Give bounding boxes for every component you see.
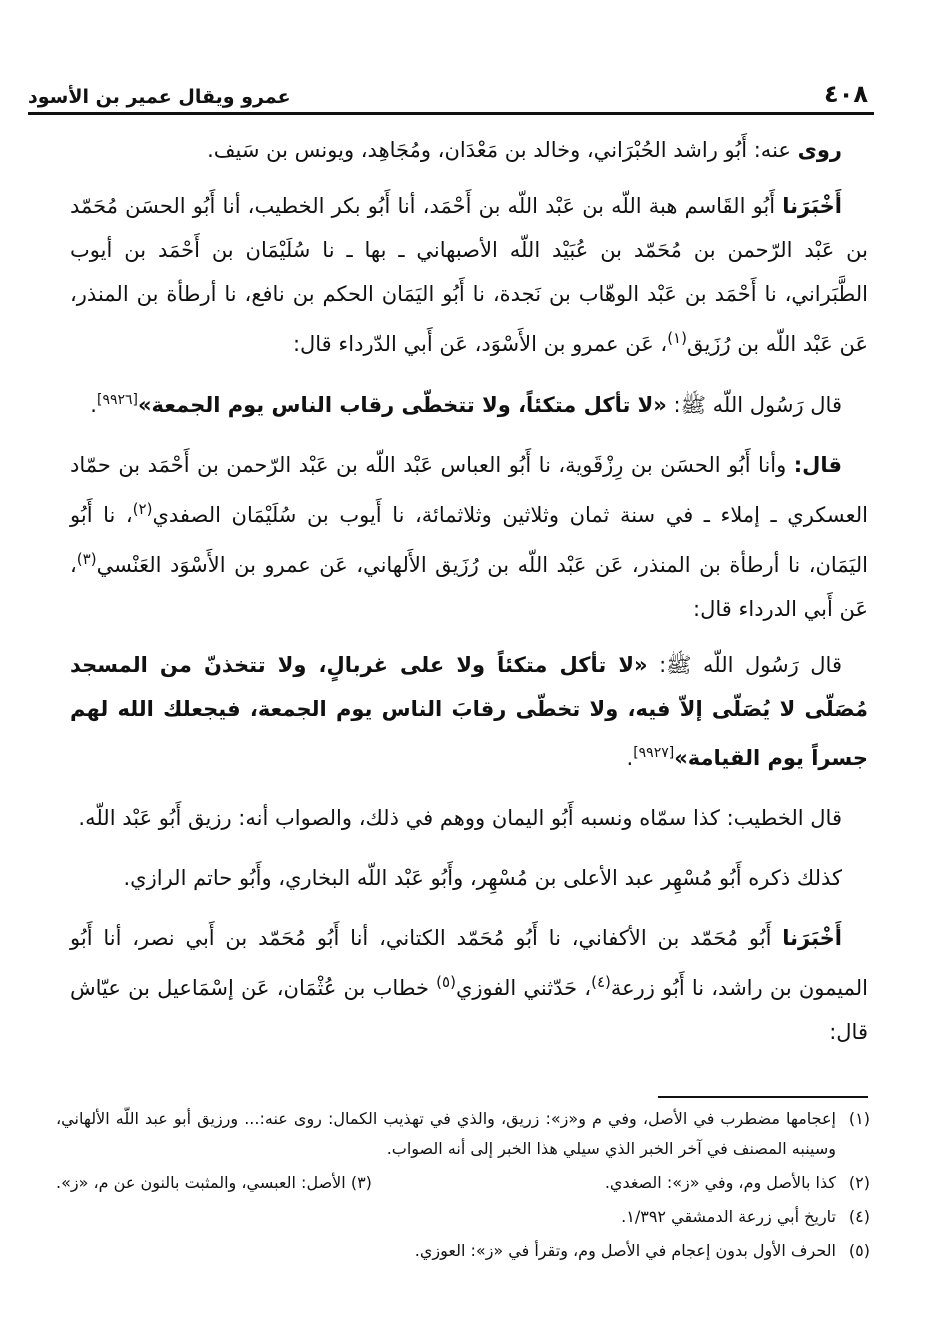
paragraph-text: ، عَن عمرو بن الأَسْوَد، عَن أَبي الدّرداء قال: xyxy=(292,332,668,356)
paragraph-lead: روى xyxy=(797,138,842,162)
footnotes xyxy=(56,1104,870,1270)
footnote-marker: (٢) xyxy=(132,500,153,518)
footnote-pair xyxy=(56,1168,836,1198)
paragraph-isnad-1 xyxy=(70,184,868,366)
paragraph-text: ، حَدّثني الفوزي xyxy=(455,976,592,1000)
paragraph-text: وأنا أَبُو الحسَن بن رِزْقَوية، نا أَبُو العباس عَبْد اللّه بن عَبْد الرّحمن بن أَحْمَد بن حمّاد العسكري ـ إملاء ـ في سنة ثمان وثلاثين وثلاثمائة، نا أَيوب بن سُلَيْمَان الصفدي xyxy=(70,453,868,527)
paragraph-text: خطاب بن عُثْمَان، عَن إسْمَاعيل بن عيّاش قال: xyxy=(70,976,868,1044)
footnote-item xyxy=(56,1202,870,1232)
paragraph-text: كذلك ذكره أَبُو مُسْهِر عبد الأعلى بن مُسْهِر، وأَبُو عَبْد اللّه البخاري، وأَبُو حاتم الرازي. xyxy=(123,866,842,890)
footnote-marker: (٤) xyxy=(591,973,611,991)
paragraph-hadith-2 xyxy=(70,643,868,780)
footnote-item xyxy=(56,1104,870,1164)
hadith-number: [٩٩٢٦] xyxy=(96,392,138,408)
hadith-number: [٩٩٢٧] xyxy=(633,745,675,761)
paragraph-text: أَبُو القَاسم هبة اللّه بن عَبْد اللّه بن أَحْمَد، أنا أَبُو بكر الخطيب، أنا أَبُو الحسَن مُحَمّد بن عَبْد الرّحمن بن مُحَمّد بن عُبَيْد اللّه الأصبهاني ـ بها ـ نا سُلَيْمَان بن أَحْمَد بن أيوب الطَّبَراني، نا أَحْمَد بن عَبْد الوهّاب بن نَجدة، نا أَبُو اليَمَان الحكم بن نافع، نا أرطأة بن المنذر، عَن عَبْد اللّه بن رُزَيق xyxy=(70,194,868,356)
paragraph-lead: أَخْبَرَنا xyxy=(782,194,842,218)
hadith-intro: قال رَسُول اللّه ﷺ: xyxy=(666,393,842,417)
footnote-marker: (٥) xyxy=(436,973,456,991)
footnote-number: (٣) xyxy=(350,1173,372,1192)
paragraph-end: . xyxy=(626,746,634,770)
footnote-text: إعجامها مضطرب في الأصل، وفي م و«ز»: زريق، والذي في تهذيب الكمال: روى عنه:... ورزيق أبو عبد اللّه الألهاني، وسينبه المصنف في آخر الخبر الذي سيلي هذا الخبر إلى أنه الصواب. xyxy=(56,1109,836,1158)
footnote-inline xyxy=(56,1168,372,1198)
footnote-number: (٤) xyxy=(848,1207,870,1226)
main-text xyxy=(70,128,868,1070)
footnote-text: الأصل: العبسي، والمثبت بالنون عن م، «ز». xyxy=(56,1173,346,1192)
page-number: ٤٠٨ xyxy=(824,80,868,108)
paragraph-text: عنه: أَبُو راشد الحُبْرَاني، وخالد بن مَعْدَان، ومُجَاهِد، ويونس بن سَيف. xyxy=(207,138,798,162)
footnote-item xyxy=(56,1236,870,1266)
footnote-marker: (١) xyxy=(667,329,687,347)
footnote-text: كذا بالأصل وم، وفي «ز»: الصغدي. xyxy=(604,1173,836,1192)
footnote-marker: (٣) xyxy=(76,550,97,568)
footnote-separator xyxy=(658,1096,868,1098)
paragraph-also-mentioned xyxy=(70,856,868,900)
paragraph-text: قال الخطيب: كذا سمّاه ونسبه أَبُو اليمان ووهم في ذلك، والصواب أنه: رزيق أَبُو عَبْد اللّه. xyxy=(78,806,842,830)
paragraph-hadith-1 xyxy=(70,378,868,427)
footnote-item xyxy=(56,1168,870,1198)
paragraph-text: ، نا أَبُو اليَمَان، نا أرطأة بن المنذر، عَن عَبْد اللّه بن رُزَيق الأَلهاني، عَن عمرو بن الأَسْوَد العَنْسي xyxy=(70,503,868,577)
hadith-text: «لا تأكل متكئاً، ولا تتخطّى رقاب الناس يوم الجمعة» xyxy=(137,393,667,417)
paragraph-lead: أَخْبَرَنا xyxy=(782,926,842,950)
footnote-number: (١) xyxy=(848,1109,870,1128)
paragraph-narrators xyxy=(70,128,868,172)
footnote-number: (٢) xyxy=(848,1173,870,1192)
running-title: عمرو ويقال عمير بن الأسود xyxy=(28,86,291,108)
footnote-text: تاريخ أبي زرعة الدمشقي ١/٣٩٢. xyxy=(621,1207,836,1226)
paragraph-khatib-note xyxy=(70,796,868,840)
paragraph-text: ، عَن أَبي الدرداء قال: xyxy=(70,553,868,621)
page-header xyxy=(28,70,874,115)
paragraph-isnad-3 xyxy=(70,916,868,1054)
footnote-text: الحرف الأول بدون إعجام في الأصل وم، وتقرأ في «ز»: العوزي. xyxy=(414,1241,836,1260)
hadith-intro: قال رَسُول اللّه ﷺ: xyxy=(647,653,842,677)
paragraph-lead: قال: xyxy=(793,453,842,477)
paragraph-text: أَبُو مُحَمّد بن الأكفاني، نا أَبُو مُحَمّد الكتاني، أنا أَبُو مُحَمّد بن أَبي نصر، أنا أَبُو الميمون بن راشد، نا أَبُو زرعة xyxy=(70,926,868,1000)
hadith-text: «لا تأكل متكئاً ولا على غربالٍ، ولا تتخذنّ من المسجد مُصَلّى لا يُصَلّى إلاّ فيه، ولا تخطّى رقابَ الناس يوم الجمعة، فيجعلك الله لهم جسراً يوم القيامة» xyxy=(70,653,868,770)
paragraph-end: . xyxy=(90,393,97,417)
paragraph-isnad-2 xyxy=(70,443,868,631)
footnote-number: (٥) xyxy=(848,1241,870,1260)
